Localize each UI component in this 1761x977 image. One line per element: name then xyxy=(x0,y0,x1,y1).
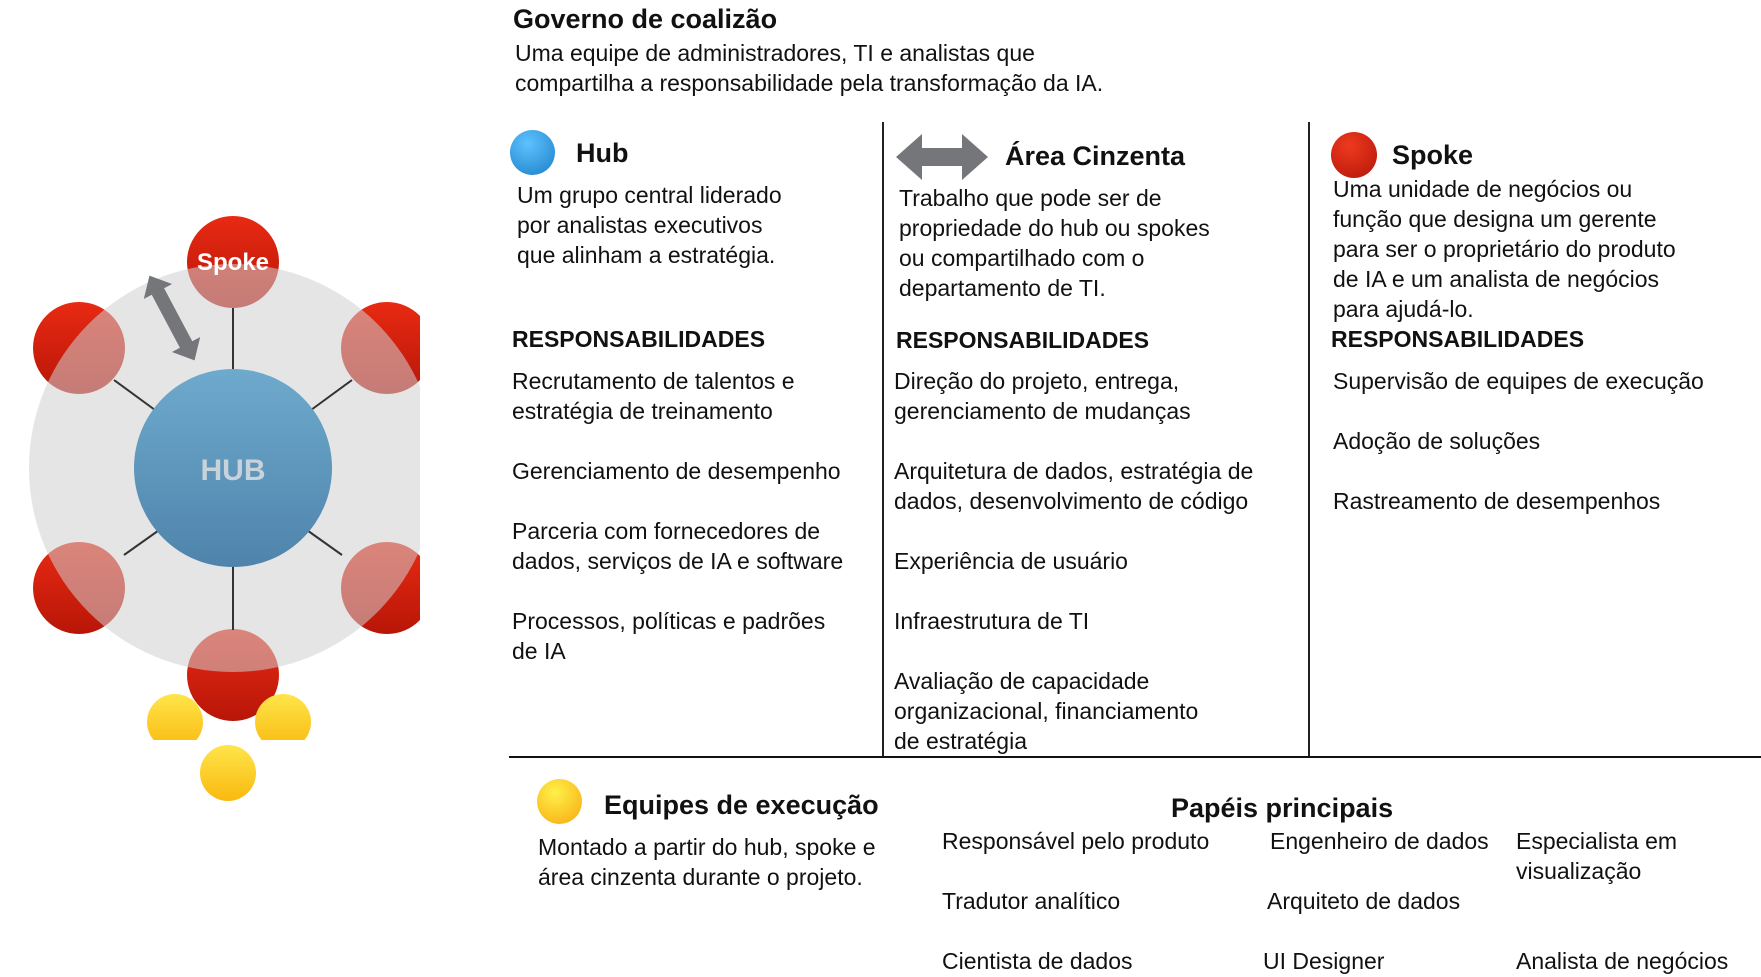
role-item: Cientista de dados xyxy=(942,948,1133,974)
line: Direção do projeto, entrega, xyxy=(894,368,1180,394)
subtitle-line: compartilha a responsabilidade pela transformação da IA. xyxy=(515,70,1104,96)
hub-resp-item xyxy=(512,456,841,486)
hub-description xyxy=(517,180,782,270)
hub-resp-item xyxy=(512,366,795,426)
page-subtitle xyxy=(515,38,1103,98)
spoke-icon xyxy=(1331,132,1377,178)
page-title: Governo de coalizão xyxy=(513,4,778,34)
line: Adoção de soluções xyxy=(1333,428,1541,454)
line: Infraestrutura de TI xyxy=(894,608,1090,634)
role-item-continued: visualização xyxy=(1516,858,1642,884)
desc-line: propriedade do hub ou spokes xyxy=(899,215,1210,241)
desc-line: que alinham a estratégia. xyxy=(517,242,776,268)
divider-horizontal xyxy=(509,756,1761,758)
hub-label: HUB xyxy=(200,454,266,487)
line: dados, desenvolvimento de código xyxy=(894,488,1249,514)
line: de IA xyxy=(512,638,566,664)
line: Arquitetura de dados, estratégia de xyxy=(894,458,1254,484)
desc-line: departamento de TI. xyxy=(899,275,1106,301)
roles-title: Papéis principais xyxy=(1171,793,1394,823)
subtitle-line: Uma equipe de administradores, TI e analistas que xyxy=(515,40,1035,66)
execution-description xyxy=(538,832,876,892)
spoke-resp-item xyxy=(1333,426,1540,456)
line: organizacional, financiamento xyxy=(894,698,1199,724)
spoke-resp-item xyxy=(1333,366,1704,396)
line: Supervisão de equipes de execução xyxy=(1333,368,1704,394)
spoke-responsibilities-title: RESPONSABILIDADES xyxy=(1331,326,1585,352)
spoke-description xyxy=(1333,174,1676,324)
desc-line: para ajudá-lo. xyxy=(1333,296,1474,322)
role-item: Analista de negócios xyxy=(1516,948,1729,974)
role-item: Responsável pelo produto xyxy=(942,828,1210,854)
hub-icon xyxy=(510,130,555,175)
desc-line: para ser o proprietário do produto xyxy=(1333,236,1676,262)
execution-title: Equipes de execução xyxy=(604,790,879,820)
team-circle-bottom xyxy=(200,745,256,801)
grey-area-resp-item xyxy=(894,456,1253,516)
line: Gerenciamento de desempenho xyxy=(512,458,841,484)
hub-responsibilities-title: RESPONSABILIDADES xyxy=(512,326,766,352)
desc-line: por analistas executivos xyxy=(517,212,763,238)
desc-line: Um grupo central liderado xyxy=(517,182,782,208)
line: Parceria com fornecedores de xyxy=(512,518,821,544)
divider-vertical-1 xyxy=(882,122,884,758)
desc-line: Uma unidade de negócios ou xyxy=(1333,176,1633,202)
line: Processos, políticas e padrões xyxy=(512,608,826,634)
grey-area-title: Área Cinzenta xyxy=(1005,141,1186,171)
desc-line: ou compartilhado com o xyxy=(899,245,1145,271)
spoke-title: Spoke xyxy=(1392,140,1474,170)
line: gerenciamento de mudanças xyxy=(894,398,1191,424)
role-item: UI Designer xyxy=(1263,948,1385,974)
hub-title: Hub xyxy=(576,138,629,168)
role-item: Engenheiro de dados xyxy=(1270,828,1489,854)
spoke-resp-item xyxy=(1333,486,1660,516)
role-item: Especialista em xyxy=(1516,828,1678,854)
grey-area-resp-item xyxy=(894,366,1191,426)
execution-team-icon xyxy=(537,779,582,824)
divider-vertical-2 xyxy=(1308,122,1310,758)
line: de estratégia xyxy=(894,728,1027,754)
line: dados, serviços de IA e software xyxy=(512,548,844,574)
grey-area-resp-item xyxy=(894,666,1198,756)
role-item: Tradutor analítico xyxy=(942,888,1121,914)
line: Rastreamento de desempenhos xyxy=(1333,488,1661,514)
double-arrow-icon xyxy=(896,134,988,180)
desc-line: de IA e um analista de negócios xyxy=(1333,266,1660,292)
grey-area-resp-item xyxy=(894,606,1089,636)
grey-area-description xyxy=(899,183,1210,303)
grey-area-resp-item xyxy=(894,546,1128,576)
line: estratégia de treinamento xyxy=(512,398,773,424)
team-circle-bottom-wrap xyxy=(198,740,258,804)
hub-spoke-diagram xyxy=(0,180,420,740)
line: Recrutamento de talentos e xyxy=(512,368,795,394)
role-item: Arquiteto de dados xyxy=(1267,888,1461,914)
desc-line: função que designa um gerente xyxy=(1333,206,1657,232)
desc-line: área cinzenta durante o projeto. xyxy=(538,864,863,890)
grey-area-responsibilities-title: RESPONSABILIDADES xyxy=(896,327,1150,353)
hub-resp-item xyxy=(512,516,843,576)
desc-line: Montado a partir do hub, spoke e xyxy=(538,834,876,860)
desc-line: Trabalho que pode ser de xyxy=(899,185,1162,211)
hub-resp-item xyxy=(512,606,825,666)
team-circle-left xyxy=(147,694,203,740)
line: Experiência de usuário xyxy=(894,548,1128,574)
spoke-label: Spoke xyxy=(196,249,270,276)
line: Avaliação de capacidade xyxy=(894,668,1150,694)
